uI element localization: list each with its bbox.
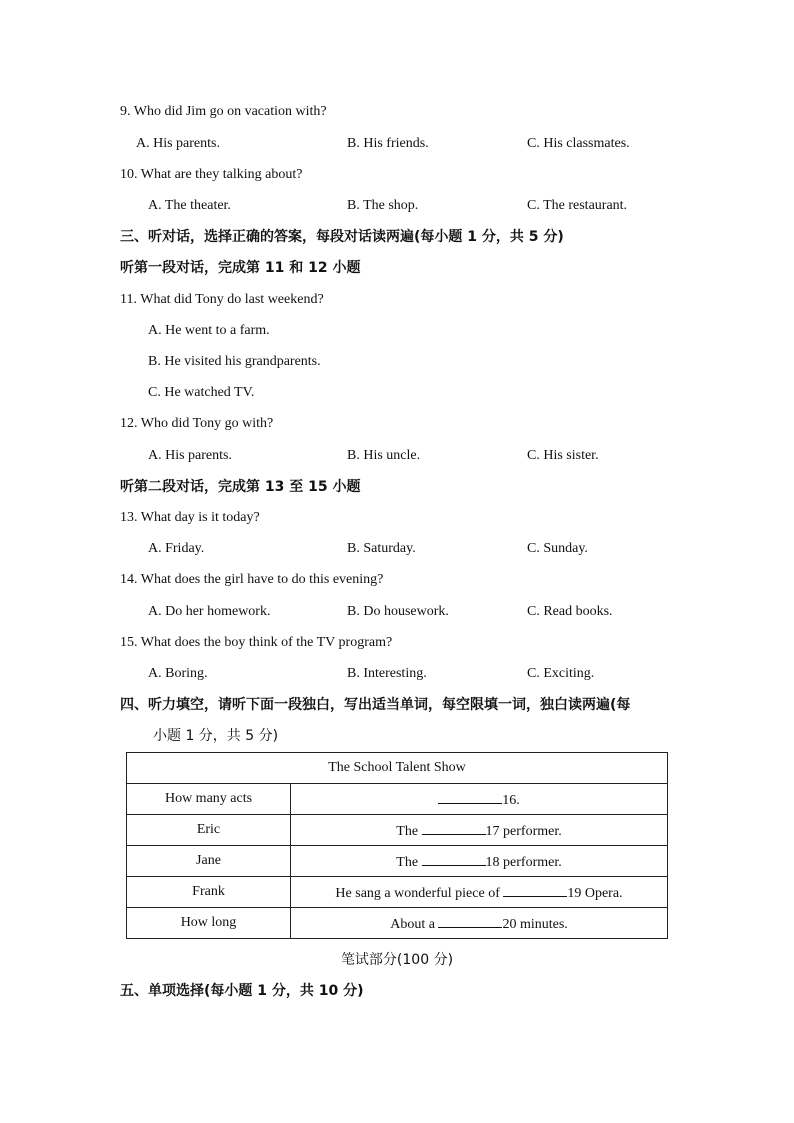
option-a: A. Do her homework. [148,604,271,619]
question-11: 11. What did Tony do last weekend? [120,292,324,307]
written-part-title: 笔试部分(100 分) [340,952,454,968]
answer-blank-16[interactable] [438,789,502,804]
section-5-title: 五、单项选择(每小题 1 分，共 10 分) [120,983,364,999]
section-4-title-line-2: 小题 1 分，共 5 分) [153,728,279,744]
answer-blank-17[interactable] [422,820,486,835]
option-b: B. The shop. [347,198,419,213]
section-3-part-1: 听第一段对话，完成第 11 和 12 小题 [120,260,361,276]
table-title: The School Talent Show [127,753,668,784]
table-title-row [127,753,668,784]
option-c: C. His classmates. [527,136,630,151]
section-4-title-line-1: 四、听力填空，请听下面一段独白，写出适当单词，每空限填一词，独白读两遍(每 [120,697,631,713]
question-13: 13. What day is it today? [120,510,260,525]
row-label: How many acts [127,784,291,815]
option-c: C. Exciting. [527,666,595,681]
option-a: A. Boring. [148,666,208,681]
option-c: C. He watched TV. [148,385,255,400]
row-value: About a 20 minutes. [291,908,668,939]
answer-blank-20[interactable] [438,913,502,928]
answer-blank-19[interactable] [503,882,567,897]
row-value: The 17 performer. [291,815,668,846]
option-b: B. His friends. [347,136,429,151]
answer-blank-18[interactable] [422,851,486,866]
row-label: How long [127,908,291,939]
option-b: B. Saturday. [347,541,416,556]
table-row [127,877,668,908]
row-label: Jane [127,846,291,877]
table-row [127,784,668,815]
option-c: C. His sister. [527,448,599,463]
row-label: Eric [127,815,291,846]
option-b: B. His uncle. [347,448,421,463]
table-row [127,908,668,939]
question-14: 14. What does the girl have to do this evening? [120,572,384,587]
question-12: 12. Who did Tony go with? [120,416,274,431]
section-3-title: 三、听对话，选择正确的答案，每段对话读两遍(每小题 1 分，共 5 分) [120,229,564,245]
option-c: C. Sunday. [527,541,588,556]
question-15: 15. What does the boy think of the TV program? [120,635,393,650]
option-a: A. His parents. [148,448,232,463]
option-b: B. Do housework. [347,604,449,619]
option-a: A. He went to a farm. [148,323,270,338]
talent-show-table [126,752,668,939]
table-row [127,815,668,846]
row-value: 16. [291,784,668,815]
option-a: A. His parents. [136,136,220,151]
option-b: B. He visited his grandparents. [148,354,321,369]
row-value: He sang a wonderful piece of 19 Opera. [291,877,668,908]
option-b: B. Interesting. [347,666,427,681]
question-9: 9. Who did Jim go on vacation with? [120,104,327,119]
option-c: C. Read books. [527,604,613,619]
row-value: The 18 performer. [291,846,668,877]
option-c: C. The restaurant. [527,198,628,213]
option-a: A. Friday. [148,541,205,556]
section-3-part-2: 听第二段对话，完成第 13 至 15 小题 [120,479,361,495]
question-10: 10. What are they talking about? [120,167,303,182]
option-a: A. The theater. [148,198,231,213]
row-label: Frank [127,877,291,908]
table-row [127,846,668,877]
